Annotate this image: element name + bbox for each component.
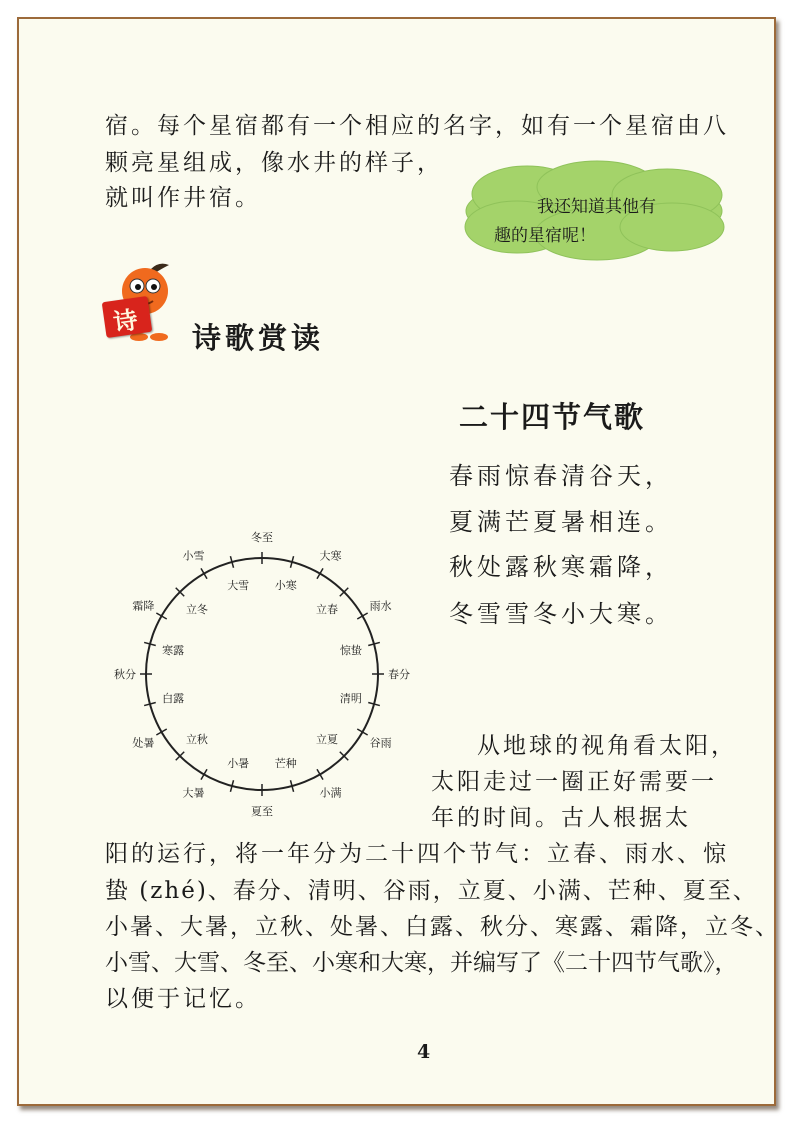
solar-term-label: 惊蛰 [339,644,362,658]
solar-term-label: 春分 [388,668,410,681]
poem-line-4: 冬雪雪冬小大寒。 [449,600,673,628]
solar-term-label: 雨水 [369,599,392,613]
body-line-3: 年的时间。古人根据太 [431,805,691,831]
poem-title: 二十四节气歌 [459,400,646,434]
solar-term-label: 大寒 [319,549,342,563]
solar-term-label: 立春 [316,602,339,616]
term-tick [201,568,207,578]
solar-term-label: 秋分 [114,668,136,681]
solar-term-label: 立夏 [316,733,339,747]
term-tick [201,769,207,779]
solar-term-label: 清明 [339,691,362,705]
body-line-7: 小雪、大雪、冬至、小寒和大寒，并编写了《二十四节气歌》， [105,950,738,976]
page-number: 4 [417,1041,431,1063]
solar-term-label: 立秋 [185,733,208,747]
intro-line-3: 就叫作井宿。 [105,185,261,211]
solar-term-label: 小满 [319,786,342,800]
term-tick [357,613,367,619]
solar-term-label: 小寒 [274,579,297,593]
poem-line-2: 夏满芒夏暑相连。 [449,508,673,536]
solar-term-label: 芒种 [274,756,297,770]
solar-term-label: 小暑 [227,756,250,770]
solar-term-label: 大雪 [227,579,250,593]
book-page [17,17,780,1106]
solar-terms-diagram [105,529,425,819]
cloud-line-1: 我还知道其他有 [537,197,656,217]
thought-cloud [457,159,732,264]
solar-term-label: 霜降 [132,599,155,613]
term-tick [156,613,166,619]
intro-line-1: 宿。每个星宿都有一个相应的名字，如有一个星宿由八 [105,113,729,139]
term-tick [317,568,323,578]
solar-term-label: 冬至 [251,531,273,544]
solar-term-label: 大暑 [182,786,205,800]
solar-term-label: 立冬 [185,602,208,616]
solar-term-label: 夏至 [251,805,273,818]
poem-line-3: 秋处露秋寒霜降， [449,553,673,581]
solar-term-label: 白露 [162,691,185,705]
term-tick [357,729,367,735]
poem-line-1: 春雨惊春清谷天， [449,462,673,490]
solar-term-label: 处暑 [132,736,155,750]
solar-term-label: 谷雨 [369,736,392,750]
body-line-1: 从地球的视角看太阳， [477,733,737,759]
solar-term-label: 寒露 [162,644,185,658]
solar-term-label: 小雪 [182,549,205,563]
body-line-8: 以便于记忆。 [105,986,261,1012]
cloud-line-2: 趣的星宿呢！ [494,226,596,246]
term-tick [317,769,323,779]
body-line-5: 蛰 (zhé)、春分、清明、谷雨，立夏、小满、芒种、夏至、 [105,878,758,904]
body-line-4: 阳的运行，将一年分为二十四个节气：立春、雨水、惊 [105,841,729,867]
section-badge [102,296,153,338]
section-badge-label: 诗 [111,305,140,337]
section-title: 诗歌赏读 [192,321,325,355]
term-tick [156,729,166,735]
intro-line-2: 颗亮星组成，像水井的样子， [105,150,443,176]
body-line-2: 太阳走过一圈正好需要一 [431,769,717,795]
body-line-6: 小暑、大暑，立秋、处暑、白露、秋分、寒露、霜降，立冬、 [105,914,780,940]
